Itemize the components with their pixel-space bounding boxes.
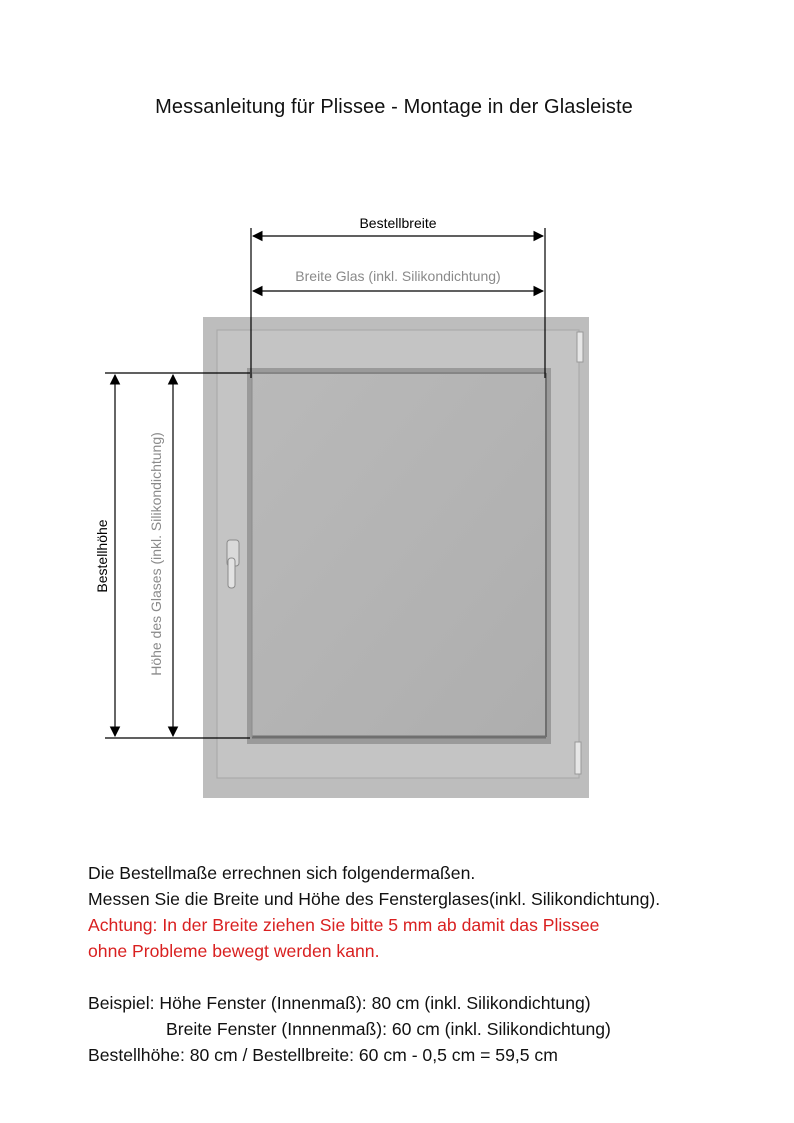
warning-line-2: ohne Probleme bewegt werden kann. [88,941,380,961]
instructions-block [88,860,768,1068]
instruction-line-1: Die Bestellmaße errechnen sich folgendermaßen. [88,863,476,883]
glass-width-label: Breite Glas (inkl. Silikondichtung) [295,268,501,284]
page-title: Messanleitung für Plissee - Montage in der Glasleiste [155,96,633,118]
glass-pane [252,373,546,737]
window-hinge-bottom [575,742,581,774]
glass-height-label: Höhe des Glases (inkl. Silikondichtung) [148,432,164,676]
example-line-3: Bestellhöhe: 80 cm / Bestellbreite: 60 cm - 0,5 cm = 59,5 cm [88,1045,558,1065]
warning-line-1: Achtung: In der Breite ziehen Sie bitte 5 mm ab damit das Plissee [88,915,600,935]
example-line-1: Beispiel: Höhe Fenster (Innenmaß): 80 cm (inkl. Silikondichtung) [88,993,591,1013]
window-hinge-top [577,332,583,362]
instruction-line-2: Messen Sie die Breite und Höhe des Fensterglases(inkl. Silikondichtung). [88,889,661,909]
order-height-label: Bestellhöhe [94,519,110,593]
order-width-label: Bestellbreite [359,215,437,231]
spacer [88,964,768,990]
window-frame [203,317,589,798]
example-line-2: Breite Fenster (Innnenmaß): 60 cm (inkl. Silikondichtung) [166,1019,611,1039]
